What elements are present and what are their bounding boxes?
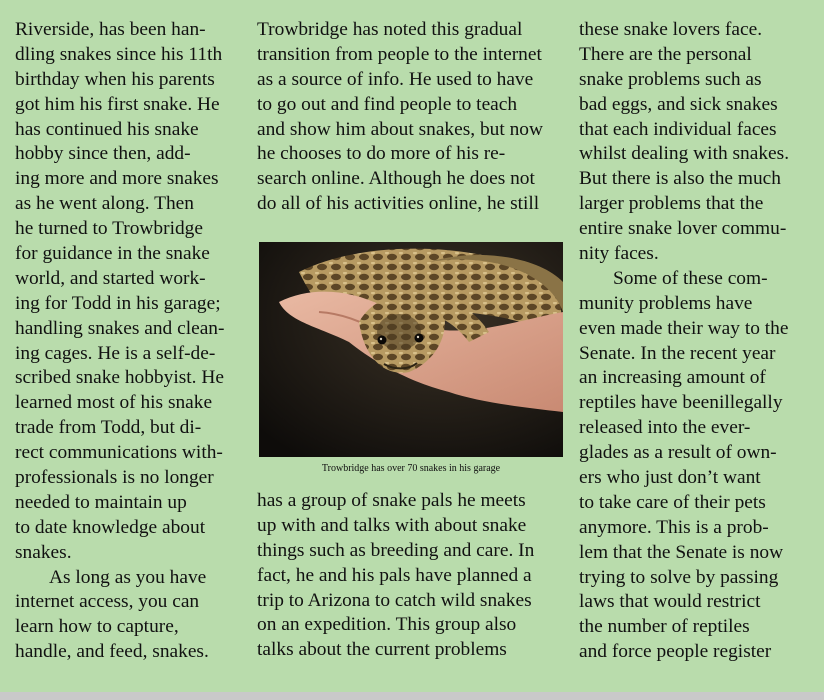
text-line: up with and talks with about snake [257, 514, 527, 536]
text-line: larger problems that the [579, 193, 764, 215]
text-line: dling snakes since his 11th [15, 43, 223, 65]
text-line: hobby since then, add- [15, 143, 191, 165]
text-line: Riverside, has been han- [15, 19, 206, 40]
snake-in-hand-image [259, 242, 563, 457]
text-line: trip to Arizona to catch wild snakes [257, 589, 532, 611]
text-line: There are the personal [579, 43, 752, 65]
text-line: handling snakes and clean- [15, 317, 225, 339]
text-line: and force people register [579, 641, 772, 663]
text-line: trade from Todd, but di- [15, 417, 202, 439]
text-column-2-top [257, 18, 543, 217]
text-line: internet access, you can [15, 591, 200, 613]
text-line: munity problems have [579, 292, 753, 314]
text-line: entire snake lover commu- [579, 218, 787, 240]
text-line: even made their way to the [579, 317, 789, 339]
text-column-3 [579, 18, 789, 665]
text-line: lem that the Senate is now [579, 541, 784, 563]
text-line: glades as a result of own- [579, 442, 777, 464]
text-line: has a group of snake pals he meets [257, 490, 526, 511]
text-line: fact, he and his pals have planned a [257, 564, 532, 586]
text-line: an increasing amount of [579, 367, 766, 389]
text-column-2-bottom [257, 489, 534, 663]
text-line: world, and started work- [15, 267, 206, 289]
text-line: as he went along. Then [15, 193, 194, 215]
text-line: nity faces. [579, 243, 659, 265]
text-line: professionals is no longer [15, 467, 214, 489]
text-line: these snake lovers face. [579, 19, 763, 40]
photo-caption: Trowbridge has over 70 snakes in his garage [321, 463, 501, 474]
text-line: to go out and find people to teach [257, 93, 518, 115]
text-line: ers who just don’t want [579, 467, 761, 489]
text-line: and show him about snakes, but now [257, 118, 543, 140]
text-line: whilst dealing with snakes. [579, 143, 790, 165]
text-line: Some of these com- [613, 267, 768, 289]
text-line: bad eggs, and sick snakes [579, 93, 778, 115]
text-line: learned most of his snake [15, 392, 213, 414]
text-line: anymore. This is a prob- [579, 516, 769, 538]
text-line: ing cages. He is a self-de- [15, 342, 216, 364]
text-line: birthday when his parents [15, 68, 215, 90]
text-line: on an expedition. This group also [257, 614, 517, 636]
text-line: reptiles have beenillegally [579, 392, 783, 414]
text-column-1 [15, 18, 224, 665]
text-line: things such as breeding and care. In [257, 539, 535, 561]
text-line: the number of reptiles [579, 616, 750, 638]
text-line: Senate. In the recent year [579, 342, 776, 364]
text-line: as a source of info. He used to have [257, 68, 534, 90]
text-line: to take care of their pets [579, 491, 766, 513]
text-line: scribed snake hobbyist. He [15, 367, 224, 389]
text-line: talks about the current problems [257, 639, 507, 661]
text-line: But there is also the much [579, 168, 781, 190]
text-line: Trowbridge has noted this gradual [257, 19, 523, 40]
snake-photo [259, 242, 563, 457]
text-line: trying to solve by passing [579, 566, 779, 588]
text-line: has continued his snake [15, 118, 199, 140]
text-line: do all of his activities online, he still [257, 193, 540, 215]
text-line: to date knowledge about [15, 516, 206, 538]
text-line: search online. Although he does not [257, 168, 535, 190]
text-line: learn how to capture, [15, 616, 179, 638]
text-line: needed to maintain up [15, 491, 187, 513]
text-line: rect communications with- [15, 442, 223, 464]
page-bottom-edge [0, 692, 824, 700]
text-line: ing for Todd in his garage; [15, 292, 221, 314]
text-line: for guidance in the snake [15, 243, 210, 265]
text-line: laws that would restrict [579, 591, 761, 613]
text-line: that each individual faces [579, 118, 777, 140]
text-line: snake problems such as [579, 68, 762, 90]
text-line: As long as you have [49, 566, 207, 588]
text-line: he turned to Trowbridge [15, 218, 203, 240]
text-line: he chooses to do more of his re- [257, 143, 506, 165]
text-line: snakes. [15, 541, 72, 563]
text-line: ing more and more snakes [15, 168, 219, 190]
text-line: transition from people to the internet [257, 43, 542, 65]
text-line: got him his first snake. He [15, 93, 220, 115]
text-line: handle, and feed, snakes. [15, 641, 209, 663]
text-line: released into the ever- [579, 417, 751, 439]
